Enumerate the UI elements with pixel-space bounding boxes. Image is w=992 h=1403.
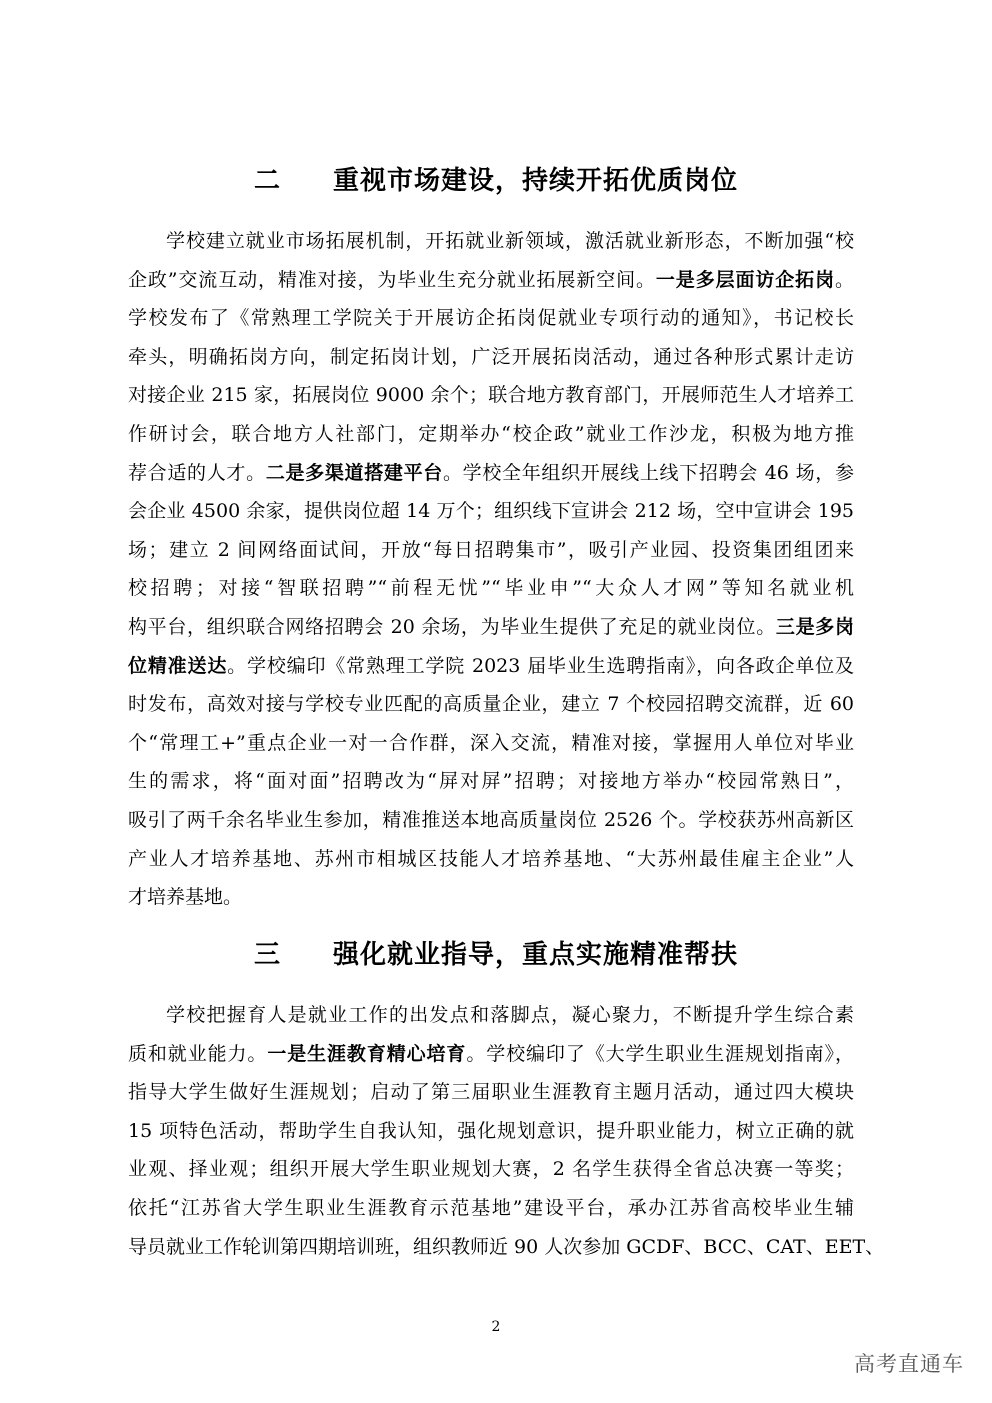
text-run: 。学校全年组织开展线上线下招聘会 46 场，参 — [443, 461, 854, 484]
section-number: 三 — [253, 940, 281, 970]
text-line — [128, 454, 854, 493]
text-line — [128, 724, 854, 763]
text-line — [128, 222, 854, 261]
text-line — [128, 299, 854, 338]
text-run: 吸引了两千余名毕业生参加，精准推送本地高质量岗位 2526 个。学校获苏州高新区 — [128, 808, 854, 831]
text-run: 牵头，明确拓岗方向，制定拓岗计划，广泛开展拓岗活动，通过各种形式累计走访 — [128, 345, 854, 368]
text-line — [128, 1189, 854, 1228]
text-line — [128, 531, 854, 570]
text-run: 。 — [834, 268, 854, 291]
bold-text-run: 位精准送达 — [128, 654, 228, 677]
text-run: 指导大学生做好生涯规划；启动了第三届职业生涯教育主题月活动，通过四大模块 — [128, 1081, 854, 1104]
watermark-text: 高考直通车 — [854, 1352, 964, 1376]
text-line — [128, 415, 854, 454]
text-run: 学校把握育人是就业工作的出发点和落脚点，凝心聚力，不断提升学生综合素 — [166, 1004, 854, 1026]
text-run: 时发布，高效对接与学校专业匹配的高质量企业，建立 7 个校园招聘交流群，近 60 — [128, 693, 854, 716]
bold-text-run: 三是多岗 — [775, 615, 854, 638]
text-run: 。学校编印了《大学生职业生涯规划指南》， — [466, 1042, 854, 1065]
text-line — [128, 996, 854, 1035]
text-run: 对接企业 215 家，拓展岗位 9000 余个；联合地方教育部门，开展师范生人才培养工 — [128, 384, 854, 407]
text-line — [128, 492, 854, 531]
text-line — [128, 1112, 854, 1151]
text-run: 会企业 4500 余家，提供岗位超 14 万个；组织线下宣讲会 212 场，空中宣讲会 195 — [128, 500, 854, 523]
text-run: 学校发布了《常熟理工学院关于开展访企拓岗促就业专项行动的通知》，书记校长 — [128, 307, 854, 330]
text-run: 15 项特色活动，帮助学生自我认知，强化规划意识，提升职业能力，树立正确的就 — [128, 1119, 854, 1142]
text-line — [128, 762, 854, 801]
text-run: 学校建立就业市场拓展机制，开拓就业新领域，激活就业新形态，不断加强“校 — [166, 230, 854, 252]
text-run: 产业人才培养基地、苏州市相城区技能人才培养基地、“大苏州最佳雇主企业”人 — [128, 847, 854, 870]
section-2-paragraph — [128, 222, 854, 917]
text-run: 生的需求，将“面对面”招聘改为“屏对屏”招聘；对接地方举办“校园常熟日”， — [128, 770, 854, 793]
text-run: 导员就业工作轮训第四期培训班，组织教师近 90 人次参加 GCDF、BCC、CAT、EET、 — [128, 1235, 885, 1258]
bold-text-run: 一是生涯教育精心培育 — [267, 1042, 467, 1065]
page-number: 2 — [491, 1319, 501, 1335]
text-line — [128, 261, 854, 300]
text-run: 个“常理工+”重点企业一对一合作群，深入交流，精准对接，掌握用人单位对毕业 — [128, 731, 854, 754]
bold-text-run: 二是多渠道搭建平台 — [265, 461, 443, 484]
text-line — [128, 569, 854, 608]
text-line — [128, 647, 854, 686]
text-line — [128, 1073, 854, 1112]
text-line — [128, 376, 854, 415]
text-run: 构平台，组织联合网络招聘会 20 余场，为毕业生提供了充足的就业岗位。 — [128, 615, 776, 638]
text-line — [128, 608, 854, 647]
section-title: 强化就业指导，重点实施精准帮扶 — [333, 940, 739, 970]
section-3-paragraph — [128, 996, 885, 1266]
section-heading-3 — [0, 937, 992, 973]
text-run: 场；建立 2 间网络面试间，开放“每日招聘集市”，吸引产业园、投资集团组团来 — [128, 538, 854, 561]
text-run: 校招聘；对接“智联招聘”“前程无忧”“毕业申”“大众人才网”等知名就业机 — [128, 577, 854, 600]
text-line — [128, 801, 854, 840]
text-run: 企政”交流互动，精准对接，为毕业生充分就业拓展新空间。 — [128, 268, 656, 291]
text-line — [128, 685, 854, 724]
section-number: 二 — [253, 166, 281, 196]
text-line — [128, 878, 854, 917]
section-heading-2 — [0, 163, 992, 199]
text-run: 质和就业能力。 — [128, 1042, 268, 1065]
text-line — [128, 840, 854, 879]
text-run: 荐合适的人才。 — [128, 461, 266, 484]
text-run: 才培养基地。 — [128, 886, 243, 909]
bold-text-run: 一是多层面访企拓岗 — [655, 268, 835, 291]
text-line — [128, 1228, 885, 1267]
text-run: 。学校编印《常熟理工学院 2023 届毕业生选聘指南》，向各政企单位及 — [227, 654, 854, 677]
text-line — [128, 338, 854, 377]
text-run: 业观、择业观；组织开展大学生职业规划大赛，2 名学生获得全省总决赛一等奖； — [128, 1158, 854, 1181]
text-line — [128, 1035, 854, 1074]
section-title: 重视市场建设，持续开拓优质岗位 — [333, 166, 739, 196]
text-run: 作研讨会，联合地方人社部门，定期举办“校企政”就业工作沙龙，积极为地方推 — [128, 422, 854, 445]
text-line — [128, 1150, 854, 1189]
text-run: 依托“江苏省大学生职业生涯教育示范基地”建设平台，承办江苏省高校毕业生辅 — [128, 1196, 854, 1219]
